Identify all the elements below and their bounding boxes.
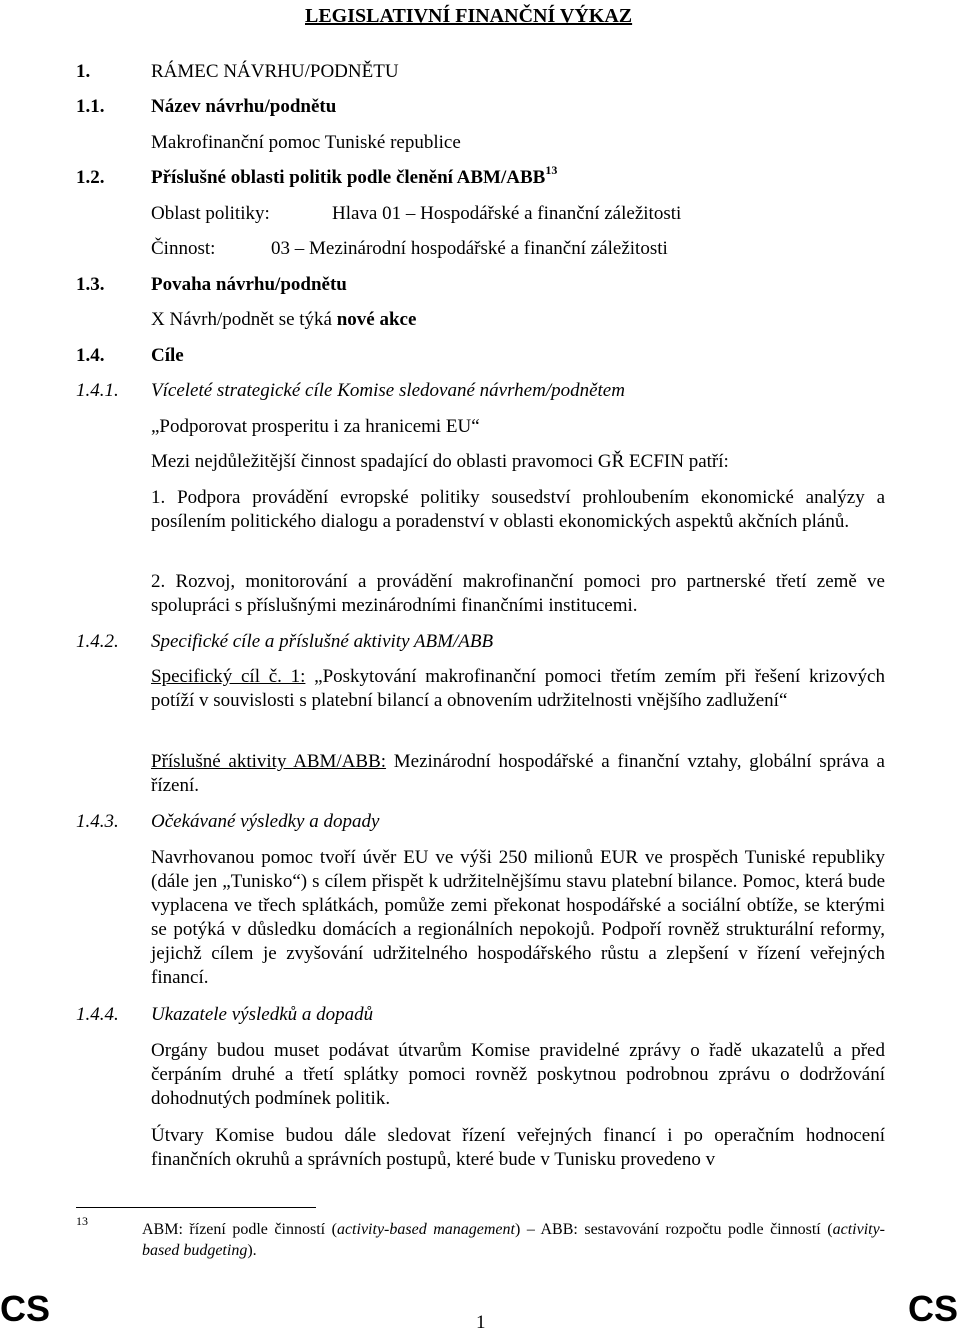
footnote-separator xyxy=(76,1207,316,1208)
section-1-2-title-text: Příslušné oblasti politik podle členění ABM/ABB xyxy=(151,167,546,188)
section-1-4-4-number: 1.4.4. xyxy=(76,1004,119,1025)
section-1-1-title: Název návrhu/podnětu xyxy=(151,96,337,117)
footnote-text xyxy=(142,1219,885,1261)
section-1-4-1-title: Víceleté strategické cíle Komise sledované návrhem/podnětem xyxy=(151,380,625,401)
ecfin-item-1: 1. Podpora provádění evropské politiky sousedství prohloubením ekonomické analýzy a posílením politického dialogu a poradenství v oblasti ekonomických aspektů akčních plánů. xyxy=(151,487,885,532)
abm-activities-text: Mezinárodní hospodářské a finanční vztahy, globální správa a řízení. xyxy=(151,751,885,796)
section-1-2-number: 1.2. xyxy=(76,167,105,188)
section-1-title: RÁMEC NÁVRHU/PODNĚTU xyxy=(151,61,399,82)
specific-objective-text: „Poskytování makrofinanční pomoci třetím zemím při řešení krizových potíží v souvislosti s platební bilancí a obnovením udržitelnosti vnějšího zadlužení“ xyxy=(151,666,885,711)
section-1-4-2-number: 1.4.2. xyxy=(76,631,119,652)
document-title: LEGISLATIVNÍ FINANČNÍ VÝKAZ xyxy=(305,5,633,27)
indicators-paragraph-2: Útvary Komise budou dále sledovat řízení veřejných financí i po operačním hodnocení finančních okruhů a správních postupů, které bude v Tunisku provedeno v xyxy=(151,1125,885,1170)
indicators-paragraph-1: Orgány budou muset podávat útvarům Komise pravidelné zprávy o řadě ukazatelů a před čerpáním druhé a třetí splátky pomoci rovněž poskytnou podrobnou zprávu o dodržování dohodnutých podmínek politik. xyxy=(151,1040,885,1109)
page-number: 1 xyxy=(476,1312,486,1333)
footnote-ref: 13 xyxy=(545,162,558,177)
specific-objective-label: Specifický cíl č. 1: xyxy=(151,666,306,687)
footnote-part-5: ). xyxy=(247,1242,257,1259)
footnote-part-4: activity-based budgeting xyxy=(142,1221,886,1259)
footer-language-left: CS xyxy=(0,1288,51,1329)
section-1-4-3-title: Očekávané výsledky a dopady xyxy=(151,811,380,832)
section-1-3-number: 1.3. xyxy=(76,274,105,295)
section-1-4-title: Cíle xyxy=(151,345,184,366)
policy-area-value: Hlava 01 – Hospodářské a finanční záležitosti xyxy=(332,203,682,224)
abm-activities xyxy=(151,750,885,798)
activity-label: Činnost: xyxy=(151,238,216,259)
footnote-part-2: activity-based management xyxy=(336,1221,515,1238)
activity-value: 03 – Mezinárodní hospodářské a finanční záležitosti xyxy=(271,238,668,259)
proposal-nature xyxy=(151,308,416,332)
footer-language-right: CS xyxy=(907,1288,958,1329)
footnote-part-3: ) – ABB: sestavování rozpočtu podle činností ( xyxy=(514,1221,833,1238)
section-1-3-title: Povaha návrhu/podnětu xyxy=(151,274,347,295)
proposal-nature-text: X Návrh/podnět se týká xyxy=(151,309,337,330)
section-1-number: 1. xyxy=(76,61,91,82)
expected-results-text: Navrhovanou pomoc tvoří úvěr EU ve výši 250 milionů EUR ve prospěch Tuniské republiky (dále jen „Tunisko“) s cílem přispět k udržitelnějšímu stavu platební bilance. Pomoc, která bude vyplacena ve třech splátkách, pomůže zemi překonat hospodářské a sociální obtíže, se kterými se potýká v důsledku domácích a regionálních nepokojů. Podpoří rovněž strukturální reformy, jejichž cílem je zvyšování udržitelného hospodářského růstu a zlepšení v řízení veřejných financí. xyxy=(151,847,885,988)
strategic-quote: „Podporovat prosperitu i za hranicemi EU“ xyxy=(151,416,480,437)
section-1-4-3-number: 1.4.3. xyxy=(76,811,119,832)
proposal-name: Makrofinanční pomoc Tuniské republice xyxy=(151,132,461,153)
section-1-4-4-title: Ukazatele výsledků a dopadů xyxy=(151,1004,374,1025)
abm-activities-label: Příslušné aktivity ABM/ABB: xyxy=(151,751,387,772)
ecfin-intro: Mezi nejdůležitější činnost spadající do oblasti pravomoci GŘ ECFIN patří: xyxy=(151,451,729,472)
section-1-1-number: 1.1. xyxy=(76,96,105,117)
section-1-4-1-number: 1.4.1. xyxy=(76,380,119,401)
policy-area-label: Oblast politiky: xyxy=(151,203,270,224)
section-1-2-title xyxy=(151,162,558,190)
section-1-4-2-title: Specifické cíle a příslušné aktivity ABM/ABB xyxy=(151,631,494,652)
ecfin-item-2: 2. Rozvoj, monitorování a provádění makrofinanční pomoci pro partnerské třetí země ve spolupráci s příslušnými mezinárodními finančními institucemi. xyxy=(151,571,885,616)
footnote-part-1: ABM: řízení podle činností ( xyxy=(142,1221,337,1238)
section-1-4-number: 1.4. xyxy=(76,345,105,366)
proposal-nature-bold: nové akce xyxy=(336,309,417,330)
footnote-mark: 13 xyxy=(76,1214,88,1228)
specific-objective xyxy=(151,665,885,713)
